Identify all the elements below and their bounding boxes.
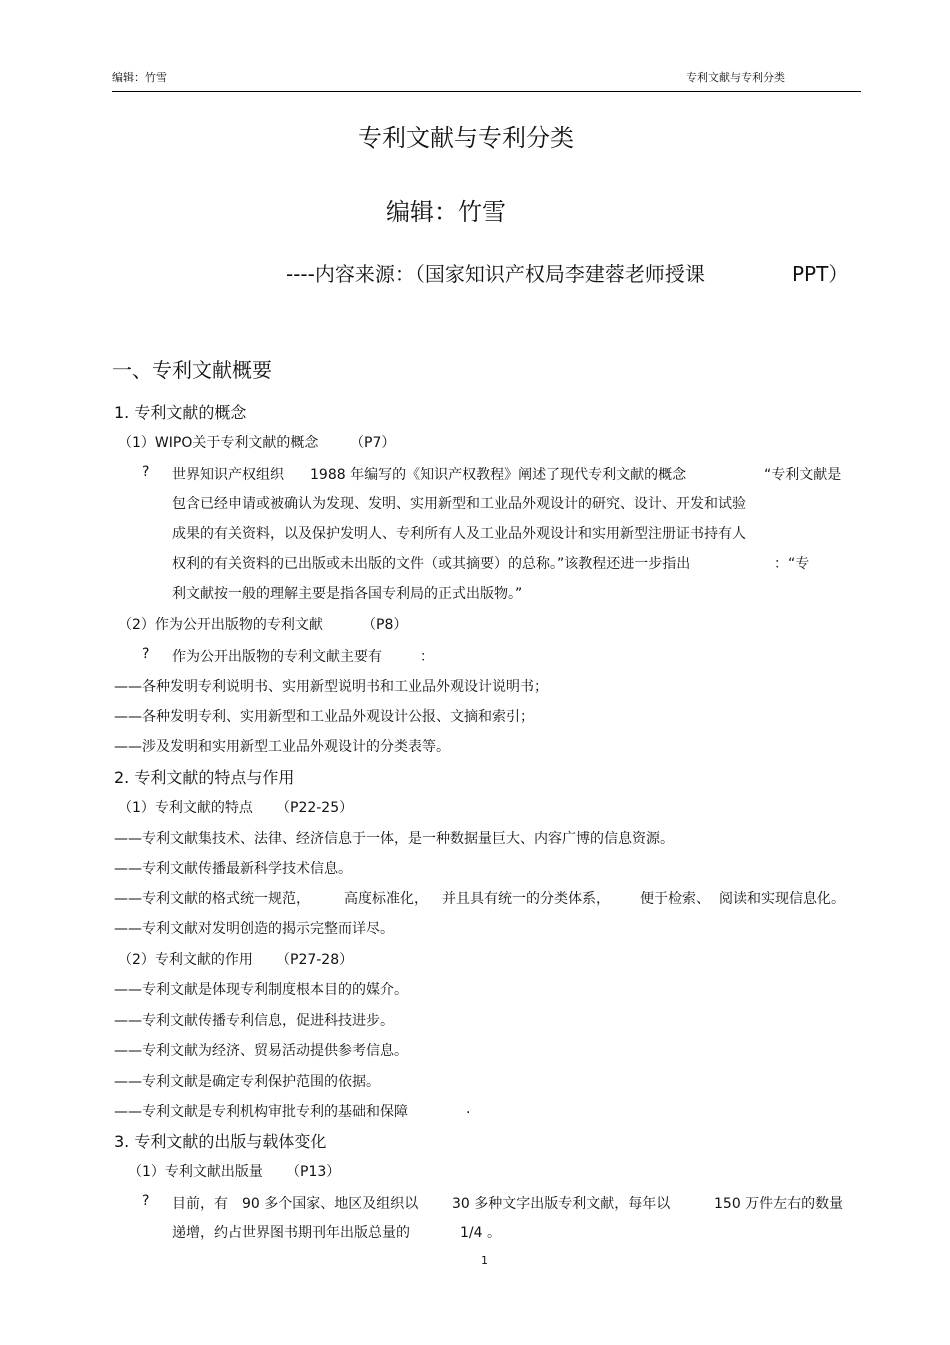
text-line: 包含已经申请或被确认为发现、发明、实用新型和工业品外观设计的研究、设计、开发和试验 [172, 496, 746, 512]
text-line: ： [420, 649, 434, 665]
bullet-icon: ? [142, 1193, 150, 1209]
list-item: ——各种发明专利说明书、实用新型说明书和工业品外观设计说明书； [114, 679, 548, 695]
paragraph-label: （2）专利文献的作用 [118, 952, 253, 968]
text-segment: 目前，有 [172, 1196, 228, 1212]
text-line: 世界知识产权组织 [172, 467, 284, 483]
editor-line: 编辑：竹雪 [386, 198, 506, 226]
bullet-icon: ? [142, 646, 150, 662]
paragraph-label: （2）作为公开出版物的专利文献 [118, 617, 323, 633]
list-item: ——专利文献对发明创造的揭示完整而详尽。 [114, 921, 394, 937]
list-item: ——专利文献是体现专利制度根本目的的媒介。 [114, 982, 408, 998]
text-line: 利文献按一般的理解主要是指各国专利局的正式出版物。” [172, 586, 523, 602]
text-line: “专利文献是 [764, 467, 842, 483]
text-segment: 阅读和实现信息化。 [719, 891, 845, 907]
text-line: 作为公开出版物的专利文献主要有 [172, 649, 382, 665]
header-right: 专利文献与专利分类 [686, 71, 785, 84]
subsection-heading: 3. 专利文献的出版与载体变化 [114, 1132, 327, 1151]
text-segment: 1/4 。 [460, 1225, 501, 1241]
text-segment: 30 多种文字出版专利文献，每年以 [452, 1196, 671, 1212]
text-segment: 并且具有统一的分类体系， [442, 891, 610, 907]
bullet-icon: ? [142, 464, 150, 480]
page-ref: （P8） [362, 617, 408, 633]
text-segment: ——专利文献的格式统一规范， [114, 891, 310, 907]
source-ppt: PPT） [792, 262, 849, 286]
page-ref: （P13） [286, 1164, 341, 1180]
text-line: ：“专 [774, 556, 810, 572]
page-ref: （P27-28） [276, 952, 354, 968]
list-item: ——涉及发明和实用新型工业品外观设计的分类表等。 [114, 739, 450, 755]
text-line: 权利的有关资料的已出版或未出版的文件（或其摘要）的总称。”该教程还进一步指出 [172, 556, 691, 572]
text-segment: 150 万件左右的数量 [714, 1196, 844, 1212]
paragraph-label: （1）专利文献出版量 [128, 1164, 263, 1180]
page-ref: （P22-25） [276, 800, 354, 816]
subsection-heading: 1. 专利文献的概念 [114, 403, 247, 422]
list-item: ——专利文献集技术、法律、经济信息于一体，是一种数据量巨大、内容广博的信息资源。 [114, 831, 674, 847]
text-segment: 90 多个国家、地区及组织以 [242, 1196, 419, 1212]
paragraph-label: （1）WIPO关于专利文献的概念 [118, 435, 319, 451]
page-ref: （P7） [350, 435, 396, 451]
text-segment: 高度标准化， [344, 891, 428, 907]
subsection-heading: 2. 专利文献的特点与作用 [114, 768, 295, 787]
text-segment: 递增，约占世界图书期刊年出版总量的 [172, 1225, 410, 1241]
list-item: ——专利文献为经济、贸易活动提供参考信息。 [114, 1043, 408, 1059]
section-heading: 一、专利文献概要 [112, 358, 272, 382]
list-item: ——各种发明专利、实用新型和工业品外观设计公报、文摘和索引； [114, 709, 534, 725]
list-item: ——专利文献传播最新科学技术信息。 [114, 861, 352, 877]
source-text: ----内容来源：（国家知识产权局李建蓉老师授课 [286, 262, 705, 286]
page-number: 1 [481, 1254, 488, 1267]
list-item: ——专利文献是确定专利保护范围的依据。 [114, 1074, 380, 1090]
text-line: 成果的有关资料，以及保护发明人、专利所有人及工业品外观设计和实用新型注册证书持有人 [172, 526, 746, 542]
text-segment: . [466, 1101, 471, 1117]
text-line: 1988 年编写的《知识产权教程》阐述了现代专利文献的概念 [310, 467, 687, 483]
header-left: 编辑：竹雪 [112, 71, 167, 84]
header-divider [112, 91, 861, 92]
paragraph-label: （1）专利文献的特点 [118, 800, 253, 816]
text-segment: 便于检索、 [640, 891, 710, 907]
list-item: ——专利文献是专利机构审批专利的基础和保障 [114, 1104, 408, 1120]
document-title: 专利文献与专利分类 [358, 124, 574, 152]
list-item: ——专利文献传播专利信息，促进科技进步。 [114, 1013, 394, 1029]
